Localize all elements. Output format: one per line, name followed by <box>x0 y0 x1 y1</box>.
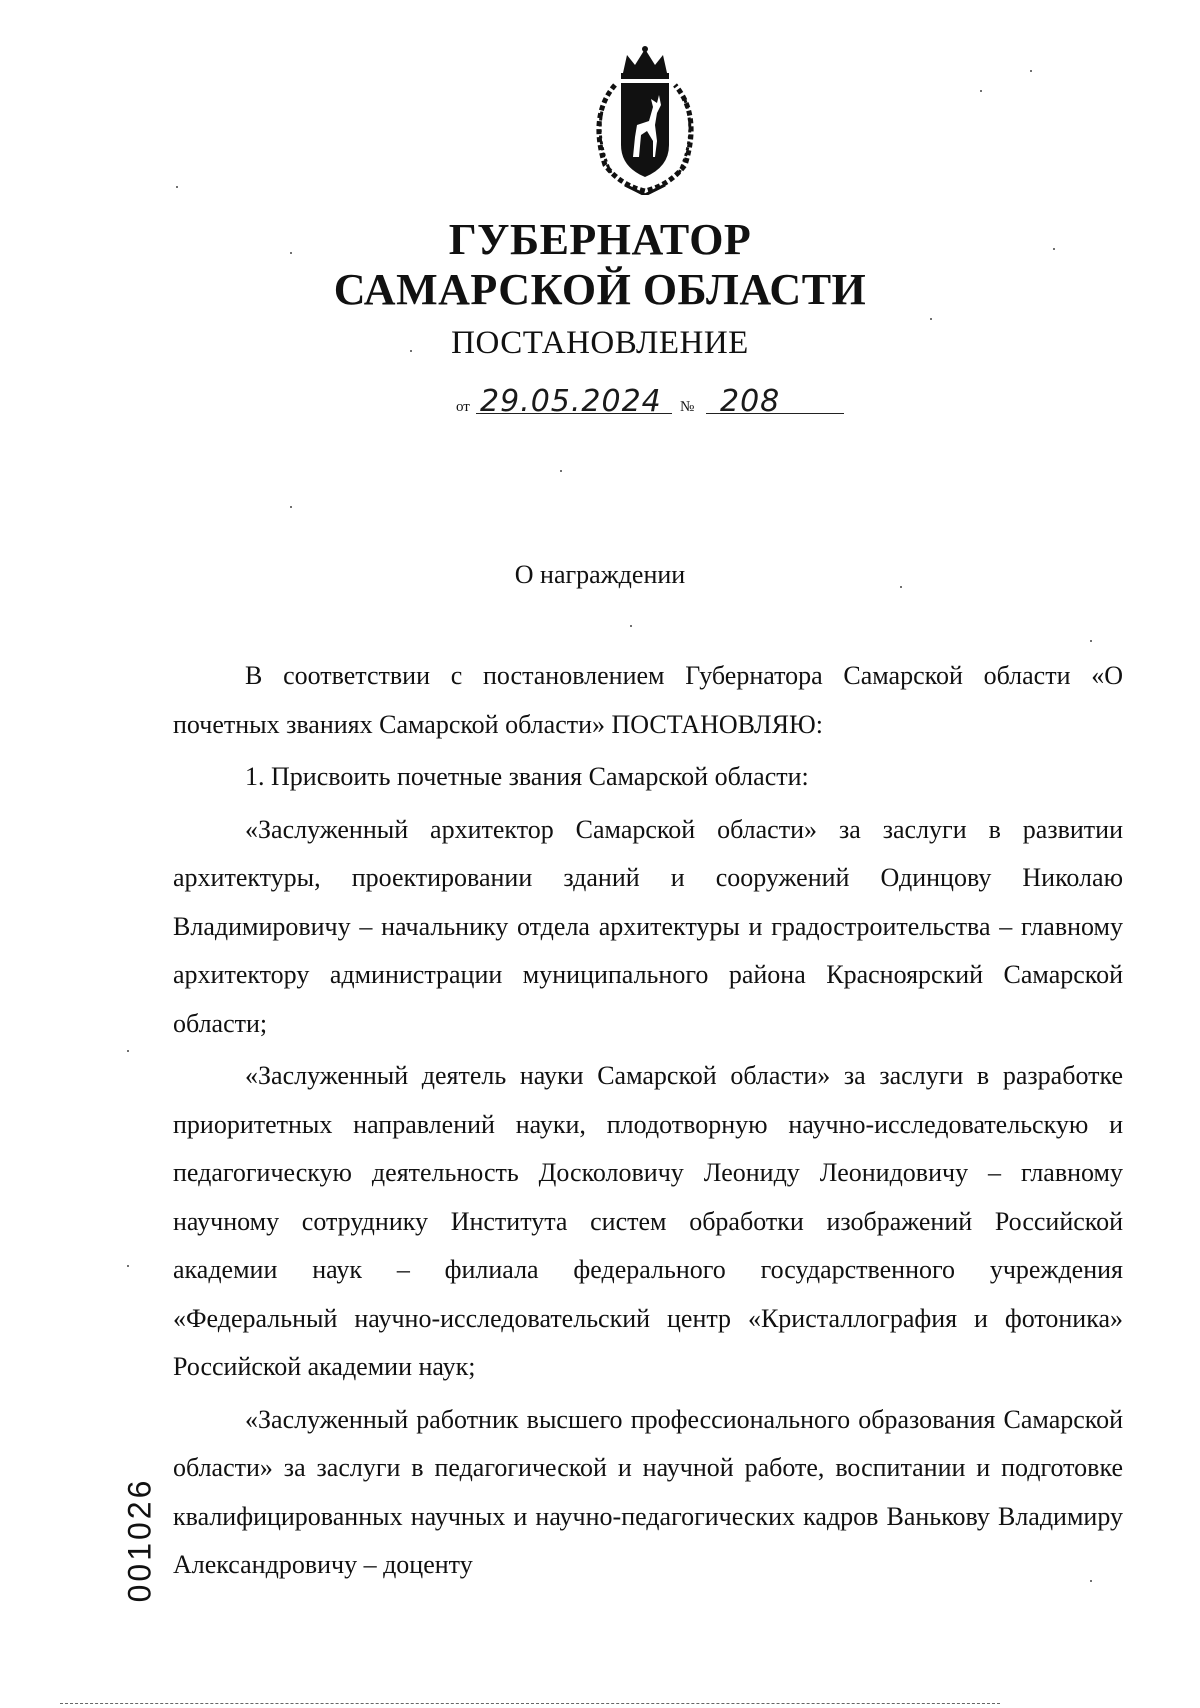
scan-speck <box>290 252 292 254</box>
scan-speck <box>176 186 178 188</box>
scan-speck <box>1053 248 1055 250</box>
scan-speck <box>410 350 412 352</box>
scan-speck <box>630 625 632 627</box>
samara-coat-of-arms-icon <box>575 45 715 195</box>
date-prefix: от <box>456 399 470 415</box>
date-underline <box>476 413 672 414</box>
issuer-title-line2: САМАРСКОЙ ОБЛАСТИ <box>333 265 867 314</box>
scan-speck <box>1090 640 1092 642</box>
award-science-paragraph: «Заслуженный деятель науки Самарской области» за заслуги в разработке приоритетных направлений науки, плодотворную научно-исследовательскую и педагогическую деятельность Досколовичу Леониду Леонидовичу – главному научному сотруднику Института систем обработки изображений Российской академии наук – филиала федерального государственного учреждения «Федеральный научно-исследовательский центр «Кристаллография и фотоника» Российской академии наук; <box>173 1061 1123 1381</box>
award-education-paragraph: «Заслуженный работник высшего профессионального образования Самарской области» за заслуги в педагогической и научной работе, воспитании и подготовке квалифицированных научных и научно-педагогических кадров Ванькову Владимиру Александровичу – доценту <box>173 1404 1123 1579</box>
scan-speck <box>560 470 562 472</box>
scan-speck <box>930 318 932 320</box>
scan-speck <box>127 1050 129 1052</box>
scan-speck <box>1090 1580 1092 1582</box>
document-body <box>173 652 1123 1594</box>
number-prefix: № <box>680 399 695 415</box>
scan-edge-line <box>60 1703 1000 1704</box>
document-type: ПОСТАНОВЛЕНИЕ <box>451 325 749 361</box>
scan-speck <box>900 586 902 588</box>
scan-speck <box>127 1265 129 1267</box>
document-subject: О награждении <box>514 560 686 589</box>
document-date: 29.05.2024 <box>480 384 662 419</box>
form-serial-number: 001026 <box>121 1477 158 1603</box>
scan-speck <box>1030 70 1032 72</box>
clause-1-paragraph: 1. Присвоить почетные звания Самарской области: <box>245 762 809 791</box>
award-architect-paragraph: «Заслуженный архитектор Самарской области» за заслуги в развитии архитектуры, проектировании зданий и сооружений Одинцову Николаю Владимировичу – начальнику отдела архитектуры и градостроительства – главному архитектору администрации муниципального района Красноярский Самарской области; <box>173 814 1123 1038</box>
preamble-paragraph: В соответствии с постановлением Губернатора Самарской области «О почетных званиях Самарской области» ПОСТАНОВЛЯЮ: <box>173 661 1123 739</box>
number-underline <box>706 413 844 414</box>
document-number: 208 <box>720 384 781 419</box>
issuer-title-line1: ГУБЕРНАТОР <box>448 215 752 264</box>
scan-speck <box>290 506 292 508</box>
scan-speck <box>980 90 982 92</box>
